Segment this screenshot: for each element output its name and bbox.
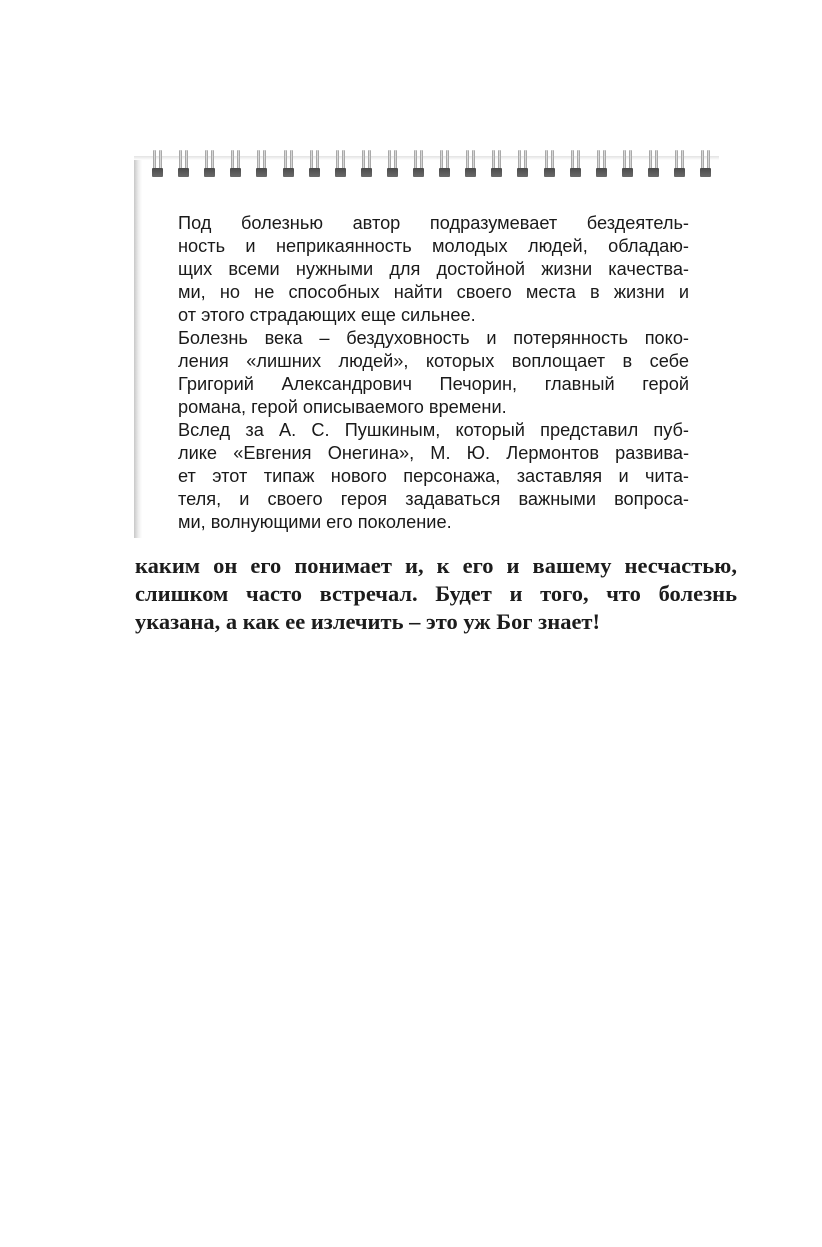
spiral-ring-icon bbox=[282, 150, 296, 180]
note-line: ми, но не способных найти своего места в жизни и bbox=[178, 282, 689, 302]
spiral-ring-icon bbox=[569, 150, 583, 180]
spiral-ring-icon bbox=[647, 150, 661, 180]
spiral-ring-icon bbox=[699, 150, 713, 180]
note-line: лике «Евгения Онегина», М. Ю. Лермонтов развива- bbox=[178, 443, 689, 463]
note-line: теля, и своего героя задаваться важными вопроса- bbox=[178, 489, 689, 509]
spiral-binding bbox=[151, 150, 719, 180]
note-line: Болезнь века – бездуховность и потерянность поко- bbox=[178, 328, 689, 348]
spiral-ring-icon bbox=[308, 150, 322, 180]
spiral-ring-icon bbox=[151, 150, 165, 180]
spiral-ring-icon bbox=[543, 150, 557, 180]
note-line: от этого страдающих еще сильнее. bbox=[178, 305, 476, 325]
notebook-note-card bbox=[134, 150, 719, 538]
note-line: Вслед за А. С. Пушкиным, который представил пуб- bbox=[178, 420, 689, 440]
note-line: ность и неприкаянность молодых людей, обладаю- bbox=[178, 236, 689, 256]
note-line: ления «лишних людей», которых воплощает в себе bbox=[178, 351, 689, 371]
body-line: слишком часто встречал. Будет и того, что болезнь bbox=[135, 581, 737, 606]
note-line: ми, волнующими его поколение. bbox=[178, 512, 452, 532]
spiral-ring-icon bbox=[255, 150, 269, 180]
spiral-ring-icon bbox=[386, 150, 400, 180]
note-line: щих всеми нужными для достойной жизни качества- bbox=[178, 259, 689, 279]
spiral-ring-icon bbox=[490, 150, 504, 180]
spiral-ring-icon bbox=[412, 150, 426, 180]
note-line: ет этот типаж нового персонажа, заставляя и чита- bbox=[178, 466, 689, 486]
spiral-ring-icon bbox=[595, 150, 609, 180]
note-paragraph-1 bbox=[178, 212, 689, 327]
main-body-text bbox=[135, 552, 737, 636]
spiral-ring-icon bbox=[516, 150, 530, 180]
spiral-ring-icon bbox=[438, 150, 452, 180]
spiral-ring-icon bbox=[203, 150, 217, 180]
spiral-ring-icon bbox=[229, 150, 243, 180]
body-line: каким он его понимает и, к его и вашему несчастью, bbox=[135, 553, 737, 578]
note-paragraph-2 bbox=[178, 327, 689, 419]
note-line: Под болезнью автор подразумевает бездеятель- bbox=[178, 213, 689, 233]
spiral-ring-icon bbox=[334, 150, 348, 180]
note-text bbox=[178, 212, 689, 534]
spiral-ring-icon bbox=[360, 150, 374, 180]
note-line: Григорий Александрович Печорин, главный герой bbox=[178, 374, 689, 394]
spiral-ring-icon bbox=[621, 150, 635, 180]
spiral-ring-icon bbox=[673, 150, 687, 180]
note-paragraph-3 bbox=[178, 419, 689, 534]
note-card-shadow bbox=[134, 156, 142, 538]
note-line: романа, герой описываемого времени. bbox=[178, 397, 507, 417]
spiral-ring-icon bbox=[177, 150, 191, 180]
body-line: указана, а как ее излечить – это уж Бог знает! bbox=[135, 609, 600, 634]
spiral-ring-icon bbox=[464, 150, 478, 180]
